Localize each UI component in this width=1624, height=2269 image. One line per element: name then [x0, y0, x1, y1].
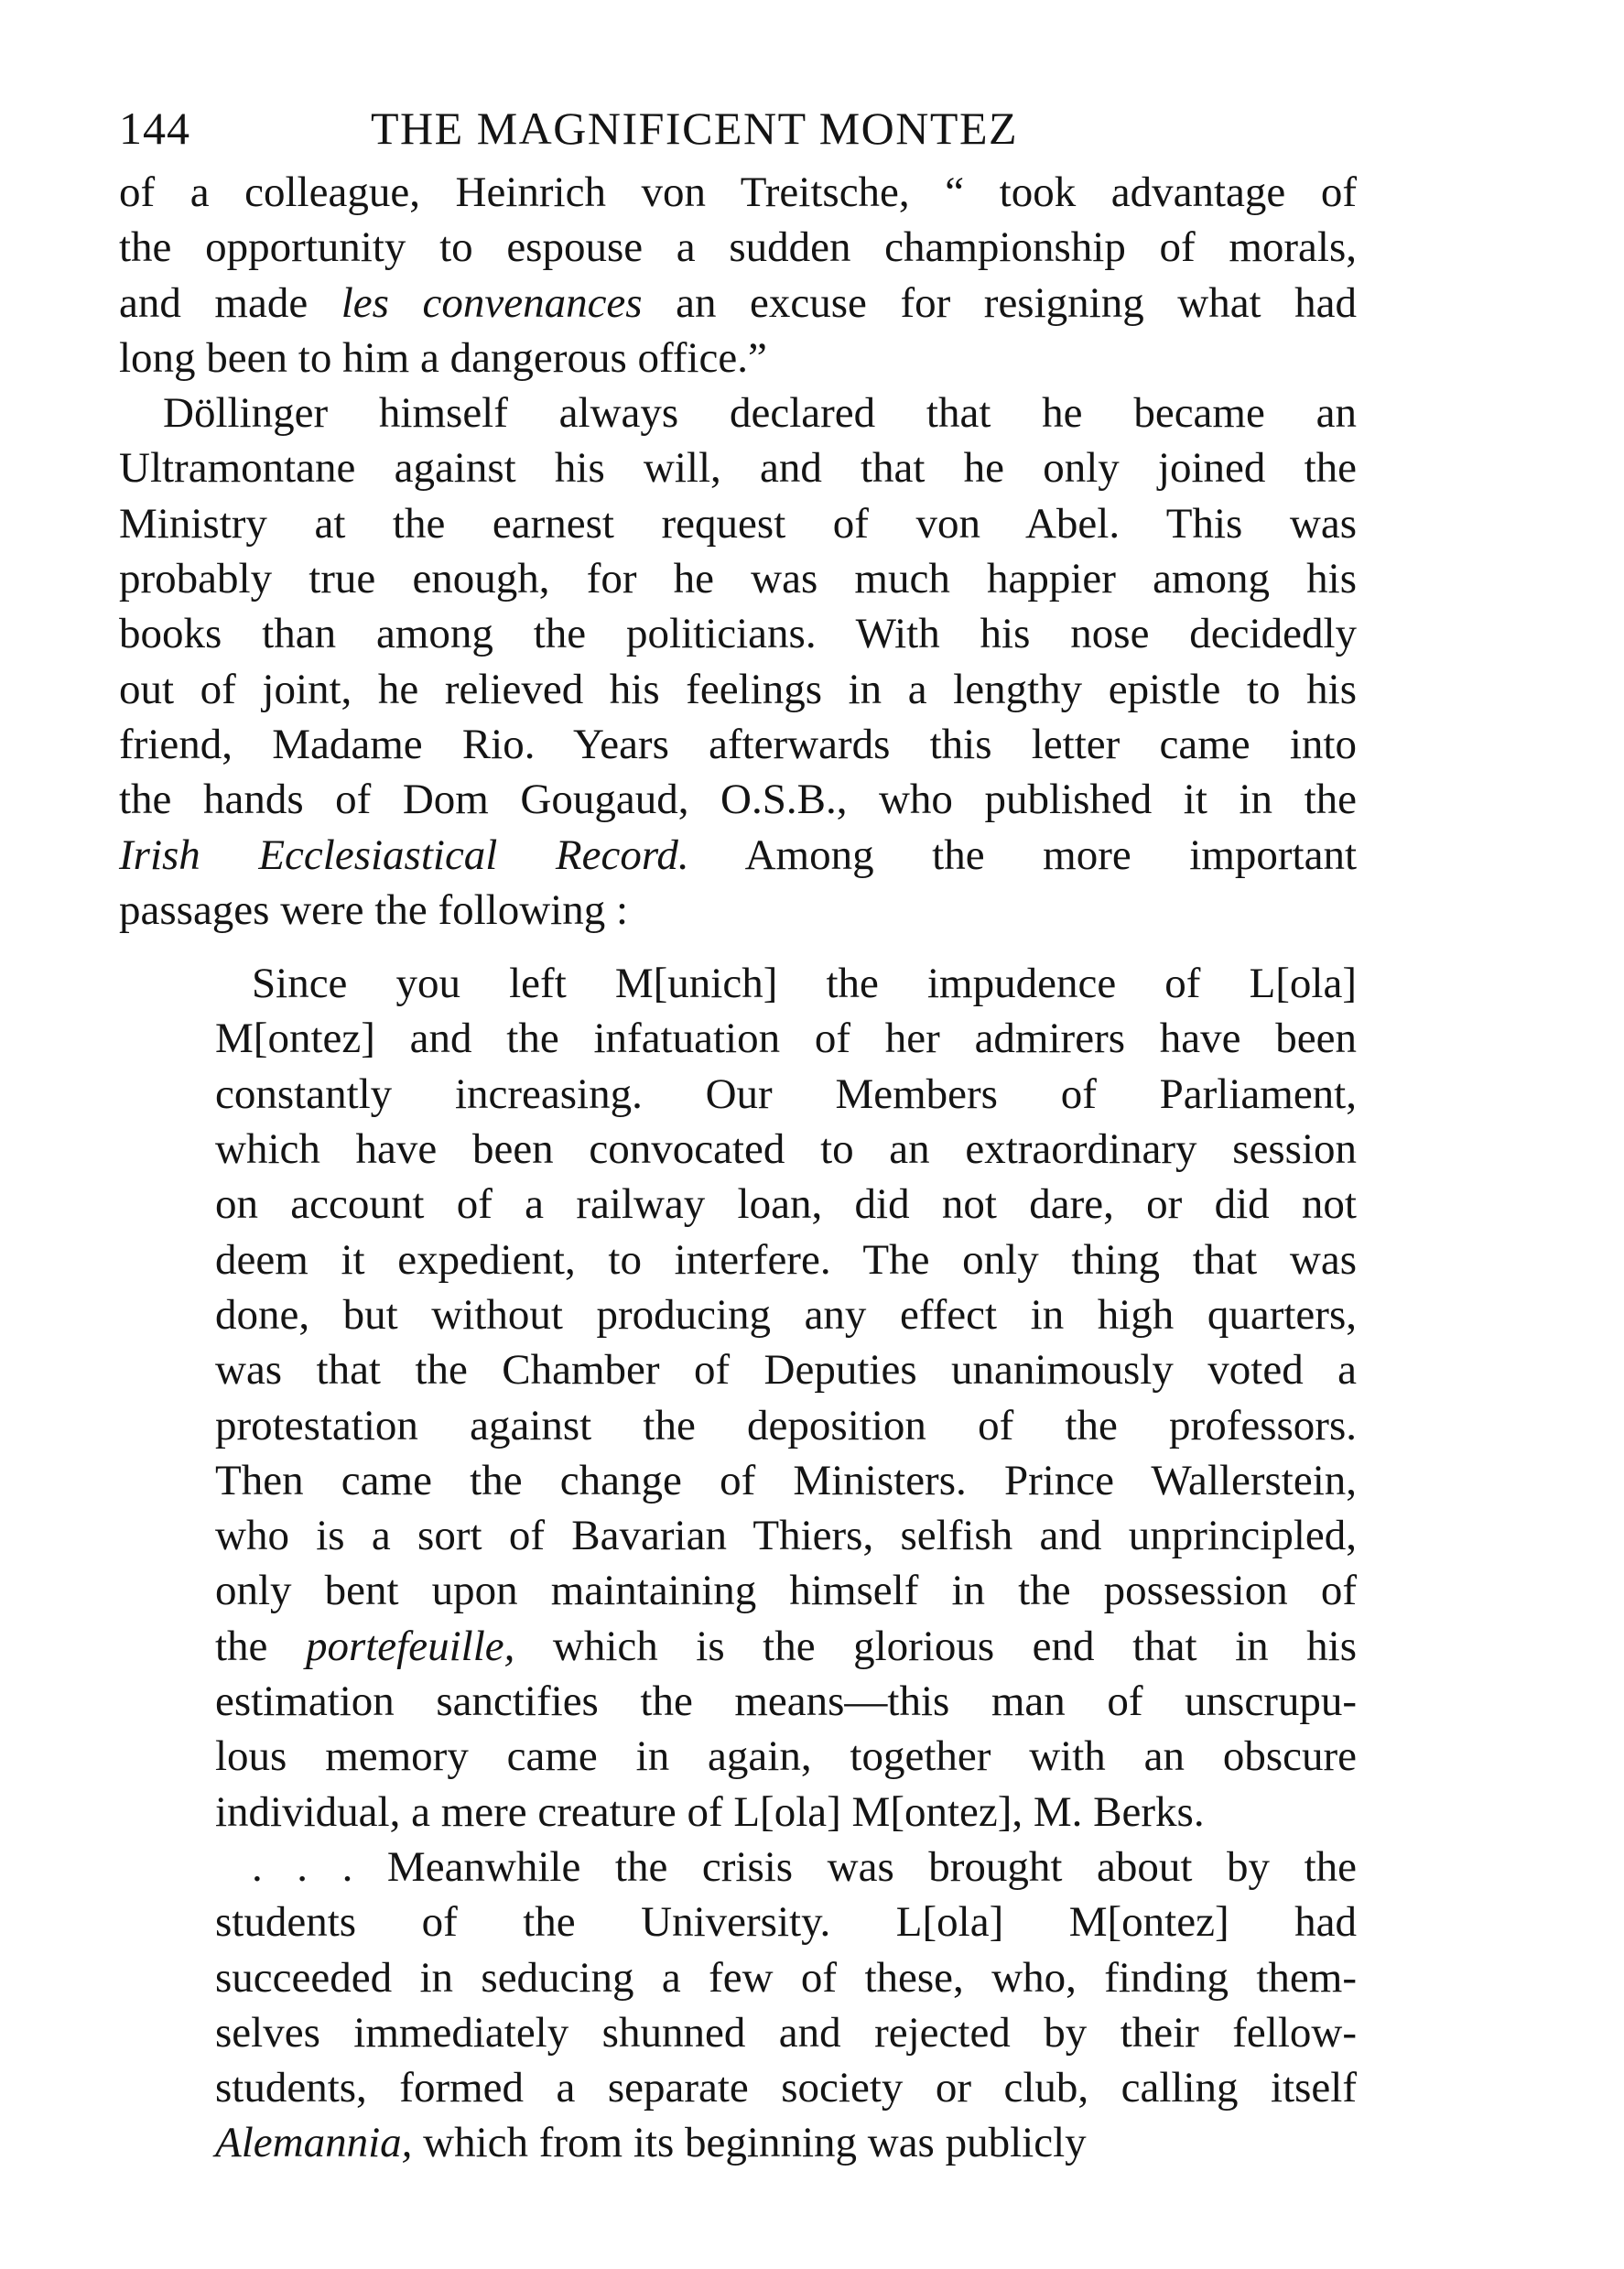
quote-line [215, 1563, 1357, 1618]
quote-line [215, 1785, 1357, 1840]
text-run: which is the glorious end that in his [514, 1622, 1358, 1670]
quote-line [215, 2005, 1357, 2060]
text-run: individual, a mere creature of L[ola] M[ontez], M. Berks. [215, 1787, 1205, 1836]
quote-line [215, 1950, 1357, 2005]
text-run: and made [119, 278, 341, 327]
italic-text-run: portefeuille, [305, 1622, 515, 1670]
body-line [119, 883, 1357, 938]
text-run: lous memory came in again, together with an obscure [215, 1732, 1357, 1781]
text-run: friend, Madame Rio. Years afterwards this letter came into [119, 720, 1357, 768]
body-line [119, 331, 1357, 385]
text-run: deem it expedient, to interfere. The only thing that was [215, 1235, 1357, 1284]
text-run: which have been convocated to an extraordinary session [215, 1125, 1357, 1174]
quote-line [215, 1674, 1357, 1729]
quote-line [215, 1894, 1357, 1949]
text-run: was that the Chamber of Deputies unanimously voted a [215, 1346, 1357, 1395]
text-run: probably true enough, for he was much happier among his [119, 555, 1357, 603]
text-run: constantly increasing. Our Members of Parliament, [215, 1069, 1357, 1118]
quote-line [215, 2060, 1357, 2115]
text-run: only bent upon maintaining himself in the possession of [215, 1567, 1357, 1615]
text-run: which from its beginning was publicly [412, 2119, 1087, 2167]
body-line [119, 165, 1357, 220]
quote-line [215, 1729, 1357, 1784]
body-line [119, 496, 1357, 551]
quote-paragraph [215, 956, 1357, 1840]
body-line [119, 440, 1357, 495]
text-run: Ministry at the earnest request of von Abel. This was [119, 499, 1357, 548]
quote-line [215, 1508, 1357, 1563]
running-title: THE MAGNIFICENT MONTEZ [371, 103, 1019, 154]
quote-line [215, 1122, 1357, 1177]
text-run: Then came the change of Ministers. Prince Wallerstein, [215, 1456, 1357, 1504]
text-run: Among the more important [688, 831, 1358, 879]
text-run: the opportunity to espouse a sudden championship of morals, [119, 223, 1357, 272]
body-text [119, 165, 1357, 938]
italic-text-run: Alemannia, [215, 2119, 413, 2167]
text-run: Ultramontane against his will, and that he only joined the [119, 444, 1357, 493]
book-page [119, 99, 1357, 2171]
text-run: of a colleague, Heinrich von Treitsche, “ took advantage of [119, 168, 1357, 216]
quote-line [215, 1453, 1357, 1508]
body-line [119, 772, 1357, 827]
quote-line [215, 1398, 1357, 1453]
quote-line [215, 1232, 1357, 1287]
text-run: Döllinger himself always declared that he became an [163, 389, 1357, 438]
body-line [119, 220, 1357, 275]
body-line [119, 717, 1357, 772]
text-run: students, formed a separate society or club, calling itself [215, 2064, 1357, 2112]
italic-text-run: les convenances [341, 278, 643, 327]
text-run: succeeded in seducing a few of these, who, finding them- [215, 1953, 1357, 2002]
quote-line [215, 1067, 1357, 1122]
text-run: the hands of Dom Gougaud, O.S.B., who published it in the [119, 776, 1357, 824]
body-line [119, 385, 1357, 440]
body-line [119, 828, 1357, 883]
quote-line [215, 956, 1357, 1011]
quote-line [215, 1011, 1357, 1066]
quote-line [215, 1619, 1357, 1674]
block-quote [215, 956, 1357, 2171]
quote-line [215, 1840, 1357, 1894]
page-number: 144 [119, 103, 190, 154]
quote-paragraph [215, 1840, 1357, 2171]
quote-line [215, 1177, 1357, 1232]
body-line [119, 551, 1357, 606]
body-paragraph [119, 165, 1357, 385]
text-run: protestation against the deposition of the professors. [215, 1401, 1357, 1449]
text-run: done, but without producing any effect in high quarters, [215, 1290, 1357, 1339]
text-run: estimation sanctifies the means—this man of unscrupu- [215, 1677, 1357, 1726]
body-paragraph [119, 385, 1357, 938]
text-run: passages were the following : [119, 885, 629, 934]
italic-text-run: Irish Ecclesiastical Record. [119, 831, 689, 879]
text-run: students of the University. L[ola] M[ontez] had [215, 1898, 1357, 1947]
quote-line [215, 2115, 1357, 2170]
body-line [119, 276, 1357, 331]
text-run: out of joint, he relieved his feelings in a lengthy epistle to his [119, 665, 1357, 713]
quote-line [215, 1287, 1357, 1342]
body-line [119, 662, 1357, 717]
body-line [119, 606, 1357, 661]
running-head [119, 99, 1357, 157]
text-run: . . . Meanwhile the crisis was brought about by the [252, 1842, 1357, 1891]
text-run: an excuse for resigning what had [642, 278, 1358, 327]
text-run: on account of a railway loan, did not dare, or did not [215, 1180, 1357, 1229]
text-run: selves immediately shunned and rejected by their fellow- [215, 2008, 1357, 2057]
text-run: long been to him a dangerous office.” [119, 333, 767, 382]
text-run: Since you left M[unich] the impudence of L[ola] [252, 960, 1357, 1008]
text-run: M[ontez] and the infatuation of her admirers have been [215, 1015, 1357, 1063]
quote-line [215, 1342, 1357, 1397]
text-run: books than among the politicians. With his nose decidedly [119, 610, 1357, 658]
text-run: who is a sort of Bavarian Thiers, selfish and unprincipled, [215, 1512, 1357, 1560]
text-run: the [215, 1622, 306, 1670]
